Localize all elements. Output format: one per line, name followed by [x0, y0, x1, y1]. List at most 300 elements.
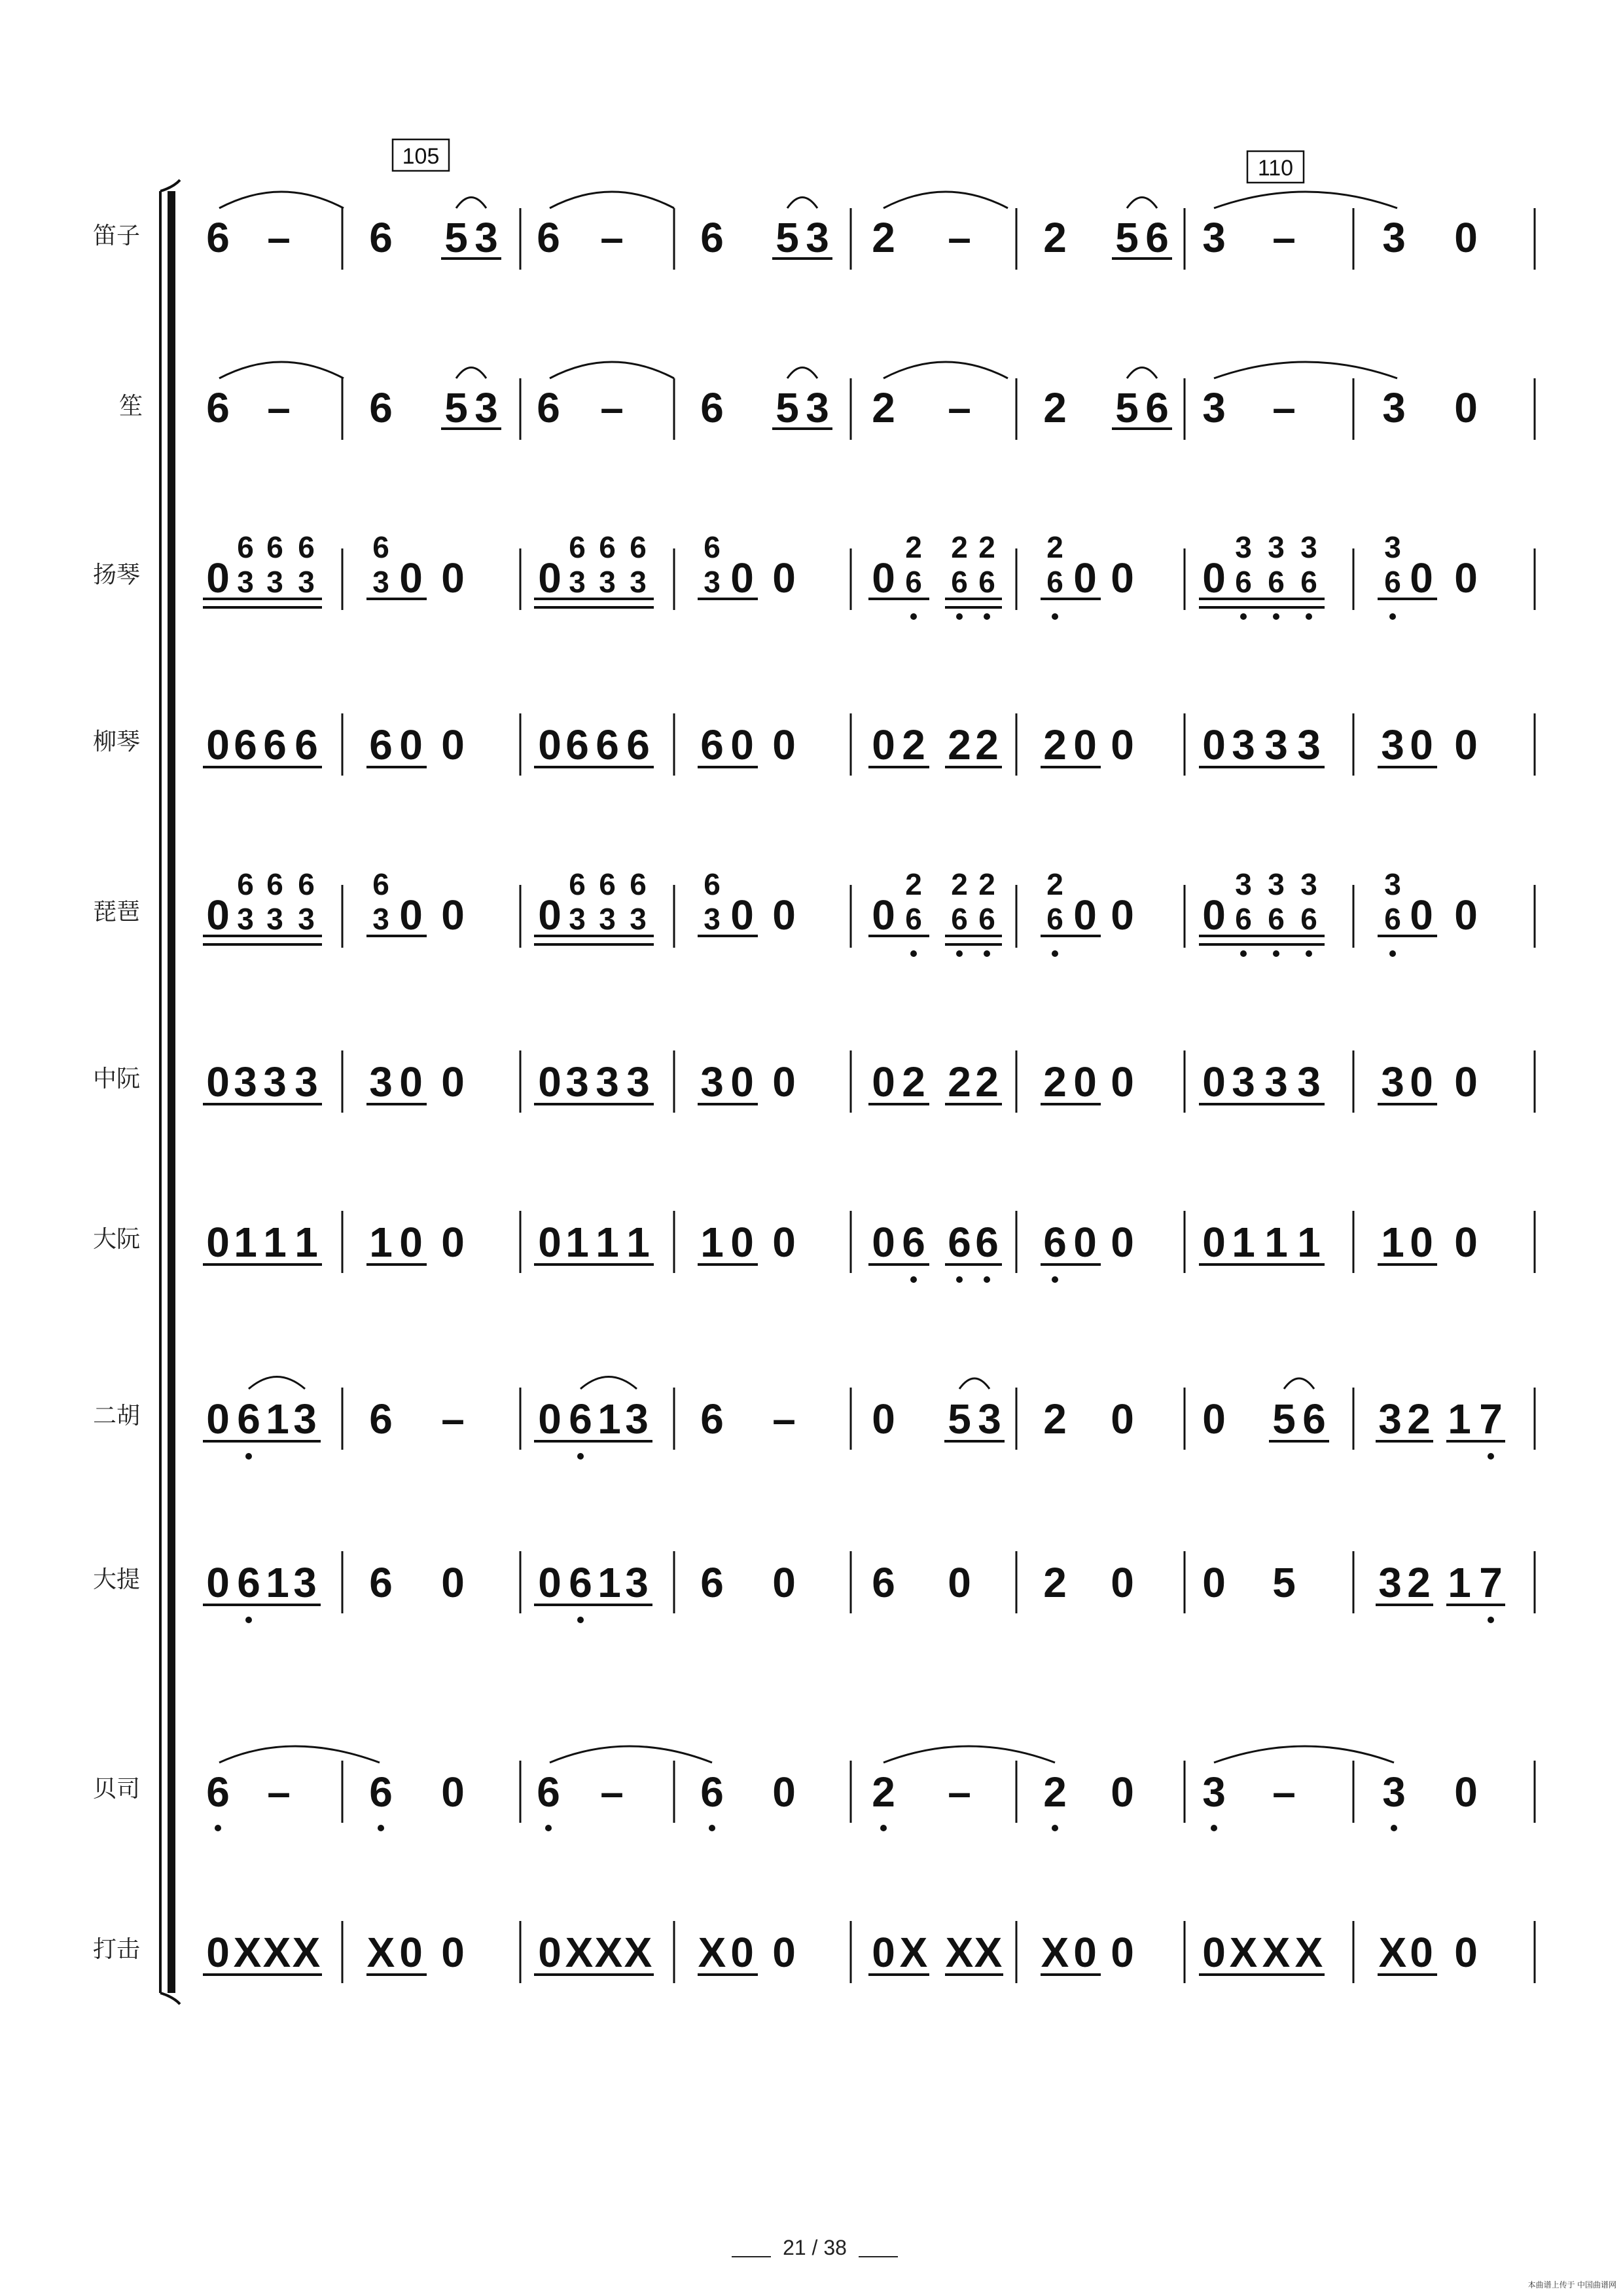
instrument-label-percussion: 打击: [92, 1935, 141, 1962]
svg-text:0: 0: [1111, 1058, 1134, 1105]
svg-text:105: 105: [402, 144, 440, 169]
svg-text:0: 0: [1410, 1058, 1433, 1105]
svg-text:6: 6: [1046, 565, 1063, 599]
svg-text:3: 3: [298, 902, 315, 936]
svg-text:3: 3: [1300, 867, 1317, 901]
note: 6: [1145, 214, 1169, 261]
svg-text:3: 3: [978, 1395, 1001, 1443]
note: 2: [872, 214, 895, 261]
svg-text:3: 3: [372, 565, 389, 599]
svg-text:0: 0: [1111, 1768, 1134, 1816]
svg-text:3: 3: [1202, 384, 1226, 431]
svg-text:3: 3: [474, 384, 498, 431]
svg-text:6: 6: [569, 1559, 592, 1606]
svg-text:X: X: [1229, 1929, 1258, 1976]
svg-text:2: 2: [872, 384, 895, 431]
svg-text:3: 3: [596, 1058, 619, 1105]
svg-text:0: 0: [441, 554, 465, 601]
svg-text:X: X: [565, 1929, 594, 1976]
rehearsal-mark-110: [1247, 151, 1304, 183]
svg-text:1: 1: [266, 1395, 289, 1443]
staff-liuqin: [203, 713, 1535, 776]
svg-text:0: 0: [872, 1929, 895, 1976]
svg-text:0: 0: [206, 1058, 230, 1105]
note: 6: [700, 214, 724, 261]
site-credit: 本曲谱上传于 中国曲谱网: [1527, 2280, 1616, 2289]
svg-text:1: 1: [263, 1219, 287, 1266]
svg-text:6: 6: [975, 1219, 999, 1266]
svg-text:6: 6: [700, 1395, 724, 1443]
svg-text:3: 3: [263, 1058, 287, 1105]
svg-text:2: 2: [1043, 1395, 1067, 1443]
svg-text:3: 3: [630, 902, 647, 936]
svg-text:0: 0: [441, 1929, 465, 1976]
svg-text:6: 6: [704, 867, 721, 901]
staff-daruan: [203, 1211, 1535, 1283]
rehearsal-mark-105: [393, 139, 449, 171]
svg-text:5: 5: [1272, 1559, 1296, 1606]
svg-text:3: 3: [704, 902, 721, 936]
svg-text:X: X: [1041, 1929, 1069, 1976]
staff-dizi: [206, 192, 1535, 270]
svg-text:0: 0: [1202, 1929, 1226, 1976]
svg-text:6: 6: [951, 565, 968, 599]
svg-text:2: 2: [951, 867, 968, 901]
svg-text:2: 2: [905, 867, 922, 901]
svg-text:6: 6: [596, 721, 619, 768]
svg-text:0: 0: [1111, 1219, 1134, 1266]
svg-text:3: 3: [237, 902, 254, 936]
svg-text:0: 0: [772, 1768, 796, 1816]
svg-text:6: 6: [266, 530, 283, 564]
svg-text:6: 6: [1302, 1395, 1326, 1443]
svg-text:0: 0: [399, 721, 423, 768]
svg-text:–: –: [600, 1768, 624, 1816]
svg-text:0: 0: [1454, 721, 1478, 768]
svg-text:2: 2: [1043, 1768, 1067, 1816]
svg-text:6: 6: [599, 530, 616, 564]
svg-text:1: 1: [565, 1219, 589, 1266]
svg-text:0: 0: [1202, 554, 1226, 601]
svg-text:2: 2: [978, 530, 995, 564]
svg-text:2: 2: [1043, 1058, 1067, 1105]
svg-text:0: 0: [1073, 1058, 1097, 1105]
svg-text:0: 0: [441, 1058, 465, 1105]
svg-text:3: 3: [1268, 530, 1285, 564]
instrument-label-sheng: 笙: [118, 392, 143, 419]
svg-text:0: 0: [772, 1058, 796, 1105]
svg-text:0: 0: [1410, 721, 1433, 768]
svg-text:6: 6: [206, 384, 230, 431]
svg-text:–: –: [1272, 1768, 1296, 1816]
svg-text:6: 6: [599, 867, 616, 901]
svg-text:6: 6: [1235, 902, 1252, 936]
svg-text:0: 0: [538, 891, 562, 939]
svg-text:0: 0: [1111, 1929, 1134, 1976]
staff-zhongruan: [203, 1050, 1535, 1113]
svg-text:0: 0: [730, 554, 754, 601]
svg-text:0: 0: [1410, 891, 1433, 939]
svg-text:3: 3: [704, 565, 721, 599]
svg-text:–: –: [1272, 384, 1296, 431]
instrument-label-erhu: 二胡: [92, 1402, 141, 1429]
svg-text:6: 6: [700, 721, 724, 768]
svg-text:6: 6: [951, 902, 968, 936]
svg-text:0: 0: [772, 1219, 796, 1266]
svg-text:6: 6: [1046, 902, 1063, 936]
svg-text:0: 0: [1202, 1559, 1226, 1606]
svg-text:3: 3: [1382, 384, 1406, 431]
svg-text:6: 6: [369, 721, 393, 768]
svg-text:3: 3: [1381, 721, 1404, 768]
svg-text:3: 3: [1268, 867, 1285, 901]
svg-text:3: 3: [1300, 530, 1317, 564]
svg-text:0: 0: [538, 1395, 562, 1443]
svg-text:0: 0: [1111, 554, 1134, 601]
svg-text:0: 0: [872, 554, 895, 601]
svg-text:0: 0: [441, 1559, 465, 1606]
svg-text:3: 3: [1297, 721, 1321, 768]
svg-text:3: 3: [298, 565, 315, 599]
svg-text:0: 0: [399, 554, 423, 601]
svg-text:0: 0: [441, 891, 465, 939]
svg-text:3: 3: [372, 902, 389, 936]
svg-text:3: 3: [293, 1395, 317, 1443]
svg-text:3: 3: [599, 902, 616, 936]
note: 6: [206, 214, 230, 261]
svg-text:6: 6: [298, 867, 315, 901]
svg-text:5: 5: [1115, 384, 1139, 431]
svg-text:2: 2: [1407, 1395, 1431, 1443]
svg-text:0: 0: [1111, 1395, 1134, 1443]
svg-text:–: –: [267, 1768, 291, 1816]
svg-text:6: 6: [369, 384, 393, 431]
svg-text:1: 1: [597, 1559, 621, 1606]
svg-text:6: 6: [700, 384, 724, 431]
svg-text:6: 6: [630, 530, 647, 564]
svg-text:6: 6: [1384, 902, 1401, 936]
note: 5: [776, 214, 799, 261]
svg-text:0: 0: [730, 1058, 754, 1105]
svg-text:2: 2: [902, 1058, 925, 1105]
svg-text:3: 3: [569, 565, 586, 599]
svg-text:0: 0: [1202, 721, 1226, 768]
svg-text:6: 6: [704, 530, 721, 564]
svg-text:6: 6: [1145, 384, 1169, 431]
svg-text:0: 0: [772, 721, 796, 768]
svg-text:1: 1: [1448, 1395, 1471, 1443]
instrument-label-bass: 贝司: [92, 1775, 141, 1802]
svg-text:3: 3: [1384, 867, 1401, 901]
svg-text:0: 0: [1410, 1219, 1433, 1266]
svg-text:0: 0: [772, 891, 796, 939]
svg-text:6: 6: [569, 530, 586, 564]
svg-text:X: X: [1378, 1929, 1407, 1976]
svg-text:X: X: [233, 1929, 262, 1976]
svg-text:0: 0: [1454, 1219, 1478, 1266]
staff-erhu: [203, 1377, 1535, 1460]
svg-text:0: 0: [538, 1559, 562, 1606]
staff-bass: [206, 1746, 1535, 1831]
svg-text:X: X: [974, 1929, 1003, 1976]
dash: –: [600, 214, 624, 261]
svg-text:0: 0: [1073, 891, 1097, 939]
svg-text:3: 3: [1378, 1395, 1402, 1443]
svg-text:3: 3: [369, 1058, 393, 1105]
svg-text:0: 0: [1410, 554, 1433, 601]
svg-text:3: 3: [1202, 1768, 1226, 1816]
svg-text:3: 3: [1297, 1058, 1321, 1105]
svg-text:3: 3: [630, 565, 647, 599]
svg-text:3: 3: [1232, 721, 1255, 768]
staff-yangqin: [203, 530, 1535, 620]
svg-text:6: 6: [1043, 1219, 1067, 1266]
svg-text:0: 0: [872, 721, 895, 768]
svg-text:6: 6: [1235, 565, 1252, 599]
svg-text:6: 6: [206, 1768, 230, 1816]
note: 6: [369, 214, 393, 261]
svg-text:6: 6: [1384, 565, 1401, 599]
svg-text:3: 3: [569, 902, 586, 936]
svg-text:0: 0: [206, 721, 230, 768]
svg-text:0: 0: [441, 1768, 465, 1816]
svg-text:–: –: [600, 384, 624, 431]
svg-text:3: 3: [1264, 721, 1288, 768]
svg-text:2: 2: [978, 867, 995, 901]
svg-text:0: 0: [1410, 1929, 1433, 1976]
svg-text:3: 3: [1264, 1058, 1288, 1105]
staff-dati: [203, 1551, 1535, 1623]
instrument-label-dati: 大提: [92, 1566, 141, 1592]
svg-text:0: 0: [441, 721, 465, 768]
svg-text:1: 1: [626, 1219, 650, 1266]
svg-text:1: 1: [266, 1559, 289, 1606]
svg-text:6: 6: [1300, 565, 1317, 599]
svg-text:0: 0: [730, 1929, 754, 1976]
svg-text:0: 0: [538, 1929, 562, 1976]
svg-text:–: –: [441, 1395, 465, 1443]
svg-text:0: 0: [1073, 554, 1097, 601]
svg-text:3: 3: [294, 1058, 318, 1105]
staff-percussion: [203, 1921, 1535, 1983]
svg-text:3: 3: [1384, 530, 1401, 564]
svg-text:6: 6: [630, 867, 647, 901]
svg-text:6: 6: [537, 384, 560, 431]
svg-text:3: 3: [625, 1395, 649, 1443]
svg-text:0: 0: [1454, 1768, 1478, 1816]
svg-text:3: 3: [1381, 1058, 1404, 1105]
svg-text:X: X: [1294, 1929, 1323, 1976]
svg-text:6: 6: [237, 530, 254, 564]
svg-text:6: 6: [569, 867, 586, 901]
svg-text:0: 0: [1073, 1219, 1097, 1266]
svg-text:3: 3: [293, 1559, 317, 1606]
svg-text:6: 6: [905, 902, 922, 936]
svg-text:0: 0: [1111, 1559, 1134, 1606]
svg-text:0: 0: [399, 1929, 423, 1976]
svg-text:2: 2: [1046, 867, 1063, 901]
svg-text:2: 2: [1046, 530, 1063, 564]
svg-text:0: 0: [399, 1219, 423, 1266]
svg-text:2: 2: [902, 721, 925, 768]
svg-text:0: 0: [772, 1559, 796, 1606]
svg-text:X: X: [292, 1929, 321, 1976]
svg-text:6: 6: [1268, 565, 1285, 599]
svg-text:2: 2: [1043, 1559, 1067, 1606]
svg-text:0: 0: [1202, 1219, 1226, 1266]
svg-text:0: 0: [538, 1058, 562, 1105]
svg-text:0: 0: [872, 1058, 895, 1105]
svg-text:6: 6: [372, 530, 389, 564]
svg-text:6: 6: [948, 1219, 971, 1266]
svg-text:6: 6: [1268, 902, 1285, 936]
svg-text:–: –: [948, 1768, 971, 1816]
svg-text:2: 2: [948, 1058, 971, 1105]
svg-text:0: 0: [206, 891, 230, 939]
svg-text:0: 0: [1073, 721, 1097, 768]
svg-text:6: 6: [369, 1559, 393, 1606]
svg-text:6: 6: [294, 721, 318, 768]
svg-text:7: 7: [1479, 1559, 1503, 1606]
system-bracket: [160, 180, 180, 2004]
svg-text:0: 0: [206, 1219, 230, 1266]
svg-text:3: 3: [1235, 867, 1252, 901]
svg-text:1: 1: [294, 1219, 318, 1266]
svg-text:3: 3: [1232, 1058, 1255, 1105]
svg-text:3: 3: [1235, 530, 1252, 564]
svg-text:1: 1: [369, 1219, 393, 1266]
instrument-label-daruan: 大阮: [92, 1225, 141, 1252]
svg-text:0: 0: [206, 554, 230, 601]
svg-text:X: X: [1262, 1929, 1291, 1976]
svg-text:2: 2: [1043, 384, 1067, 431]
svg-text:0: 0: [1111, 891, 1134, 939]
svg-text:1: 1: [1448, 1559, 1471, 1606]
svg-text:–: –: [948, 384, 971, 431]
svg-text:0: 0: [1073, 1929, 1097, 1976]
svg-text:6: 6: [872, 1559, 895, 1606]
svg-text:6: 6: [569, 1395, 592, 1443]
svg-text:6: 6: [978, 565, 995, 599]
svg-text:X: X: [899, 1929, 928, 1976]
svg-text:6: 6: [372, 867, 389, 901]
svg-text:3: 3: [626, 1058, 650, 1105]
svg-text:1: 1: [1232, 1219, 1255, 1266]
svg-text:3: 3: [806, 384, 829, 431]
svg-text:6: 6: [298, 530, 315, 564]
svg-text:0: 0: [206, 1559, 230, 1606]
svg-text:6: 6: [700, 1768, 724, 1816]
svg-text:X: X: [624, 1929, 652, 1976]
svg-text:0: 0: [872, 1219, 895, 1266]
svg-text:6: 6: [626, 721, 650, 768]
svg-text:0: 0: [1111, 721, 1134, 768]
note: 2: [1043, 214, 1067, 261]
svg-text:X: X: [262, 1929, 291, 1976]
svg-text:X: X: [366, 1929, 395, 1976]
svg-text:X: X: [594, 1929, 623, 1976]
svg-text:0: 0: [1454, 384, 1478, 431]
note: 3: [1382, 214, 1406, 261]
svg-text:3: 3: [565, 1058, 589, 1105]
svg-text:1: 1: [234, 1219, 257, 1266]
svg-text:0: 0: [1202, 1058, 1226, 1105]
svg-text:6: 6: [978, 902, 995, 936]
svg-text:3: 3: [266, 902, 283, 936]
instrument-label-zhongruan: 中阮: [92, 1065, 141, 1092]
svg-text:2: 2: [951, 530, 968, 564]
svg-text:2: 2: [975, 721, 999, 768]
svg-text:6: 6: [263, 721, 287, 768]
svg-text:3: 3: [1378, 1559, 1402, 1606]
svg-text:2: 2: [872, 1768, 895, 1816]
svg-text:2: 2: [1043, 721, 1067, 768]
svg-text:6: 6: [237, 1395, 260, 1443]
instrument-label-liuqin: 柳琴: [92, 728, 141, 755]
svg-text:5: 5: [444, 384, 468, 431]
svg-text:0: 0: [1454, 1929, 1478, 1976]
note: 6: [537, 214, 560, 261]
svg-text:0: 0: [399, 891, 423, 939]
svg-text:0: 0: [1202, 891, 1226, 939]
page-footer: [732, 2236, 1616, 2289]
svg-text:5: 5: [948, 1395, 971, 1443]
svg-text:3: 3: [234, 1058, 257, 1105]
svg-text:6: 6: [237, 867, 254, 901]
svg-text:X: X: [945, 1929, 974, 1976]
svg-text:0: 0: [206, 1395, 230, 1443]
svg-text:0: 0: [872, 891, 895, 939]
instrument-label-yangqin: 扬琴: [92, 561, 141, 588]
svg-text:2: 2: [948, 721, 971, 768]
dash: –: [1272, 214, 1296, 261]
note: 5: [444, 214, 468, 261]
svg-text:2: 2: [1407, 1559, 1431, 1606]
note: 3: [474, 214, 498, 261]
svg-text:7: 7: [1479, 1395, 1503, 1443]
svg-text:6: 6: [369, 1395, 393, 1443]
svg-text:0: 0: [1202, 1395, 1226, 1443]
svg-text:0: 0: [399, 1058, 423, 1105]
svg-text:0: 0: [772, 554, 796, 601]
svg-text:–: –: [772, 1395, 796, 1443]
svg-text:1: 1: [596, 1219, 619, 1266]
svg-text:0: 0: [872, 1395, 895, 1443]
page-number: 21 / 38: [783, 2236, 847, 2259]
svg-text:3: 3: [266, 565, 283, 599]
svg-text:1: 1: [1381, 1219, 1404, 1266]
svg-text:5: 5: [1272, 1395, 1296, 1443]
svg-text:0: 0: [730, 1219, 754, 1266]
svg-text:0: 0: [948, 1559, 971, 1606]
svg-text:0: 0: [1454, 1058, 1478, 1105]
svg-text:0: 0: [772, 1929, 796, 1976]
instrument-label-dizi: 笛子: [92, 222, 141, 249]
svg-text:1: 1: [1297, 1219, 1321, 1266]
svg-text:6: 6: [266, 867, 283, 901]
svg-text:X: X: [698, 1929, 726, 1976]
svg-text:3: 3: [625, 1559, 649, 1606]
svg-text:110: 110: [1257, 156, 1294, 181]
svg-text:0: 0: [1454, 554, 1478, 601]
svg-text:6: 6: [1300, 902, 1317, 936]
svg-text:1: 1: [597, 1395, 621, 1443]
svg-text:6: 6: [565, 721, 589, 768]
svg-text:0: 0: [538, 721, 562, 768]
svg-text:6: 6: [905, 565, 922, 599]
svg-text:6: 6: [700, 1559, 724, 1606]
svg-text:0: 0: [730, 891, 754, 939]
